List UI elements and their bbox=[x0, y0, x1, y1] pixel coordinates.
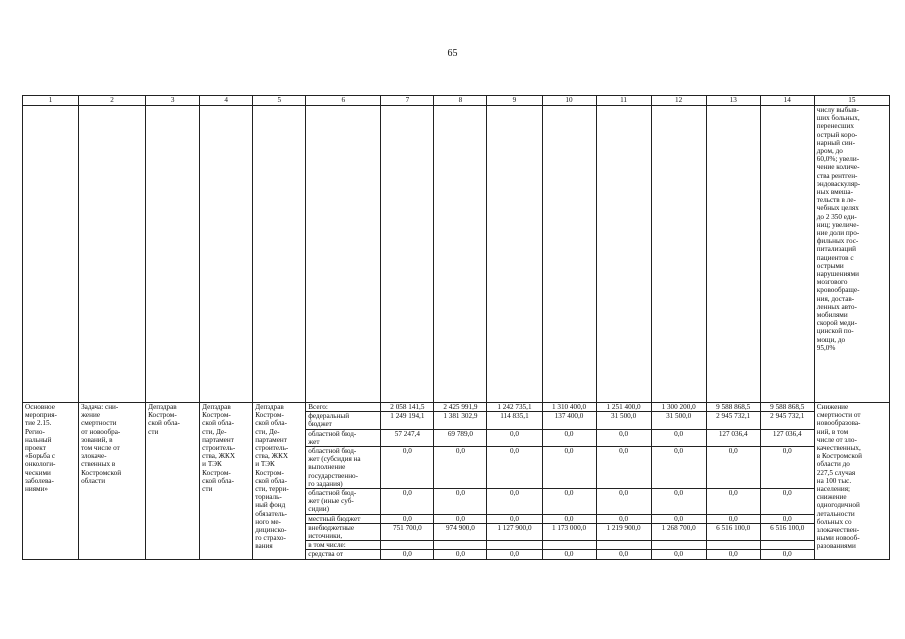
funding-value: 0,0 bbox=[434, 489, 487, 515]
funding-source-label: Всего: bbox=[306, 403, 381, 412]
funding-value: 0,0 bbox=[381, 447, 434, 489]
funding-value: 1 251 400,0 bbox=[596, 403, 651, 412]
header-cell: 6 bbox=[306, 96, 381, 106]
funding-source-label: местный бюджет bbox=[306, 514, 381, 523]
funding-value bbox=[381, 541, 434, 550]
funding-value: 0,0 bbox=[706, 514, 760, 523]
funding-value: 1 127 900,0 bbox=[487, 523, 542, 540]
funding-value: 0,0 bbox=[760, 550, 814, 559]
funding-value: 0,0 bbox=[651, 447, 706, 489]
funding-value bbox=[706, 541, 760, 550]
funding-value: 69 789,0 bbox=[434, 429, 487, 446]
funding-source-label: областной бюд- жет (иные суб- сидии) bbox=[306, 489, 381, 515]
header-cell: 8 bbox=[434, 96, 487, 106]
funding-value: 0,0 bbox=[651, 514, 706, 523]
funding-value: 1 300 200,0 bbox=[651, 403, 706, 412]
funding-value: 0,0 bbox=[542, 514, 596, 523]
funding-value: 0,0 bbox=[651, 550, 706, 559]
funding-value bbox=[542, 541, 596, 550]
funding-source-label: средства от bbox=[306, 550, 381, 559]
funding-value: 0,0 bbox=[381, 550, 434, 559]
funding-value: 0,0 bbox=[487, 550, 542, 559]
measure-task: Задача: сни- жение смертности от новообра- зований, в том числе от злокаче- ственных в Костромской области bbox=[79, 403, 146, 560]
funding-value: 1 310 400,0 bbox=[542, 403, 596, 412]
funding-value: 1 268 700,0 bbox=[651, 523, 706, 540]
funding-value: 0,0 bbox=[706, 447, 760, 489]
header-cell: 12 bbox=[651, 96, 706, 106]
funding-value: 0,0 bbox=[542, 489, 596, 515]
funding-value: 2 425 991,9 bbox=[434, 403, 487, 412]
measure-executors: Депздрав Костром- ской обла- сти, Де- партамент строитель- ства, ЖКХ и ТЭК Костром- ской обла- сти bbox=[200, 403, 253, 560]
funding-value: 2 058 141,5 bbox=[381, 403, 434, 412]
funding-value: 0,0 bbox=[596, 550, 651, 559]
funding-value bbox=[651, 541, 706, 550]
funding-value: 127 036,4 bbox=[706, 429, 760, 446]
funding-value: 0,0 bbox=[381, 514, 434, 523]
funding-value: 0,0 bbox=[760, 489, 814, 515]
funding-value: 6 516 100,0 bbox=[760, 523, 814, 540]
funding-value bbox=[487, 541, 542, 550]
funding-value: 974 900,0 bbox=[434, 523, 487, 540]
funding-source-label: внебюджетные источники, bbox=[306, 523, 381, 540]
funding-value: 0,0 bbox=[434, 514, 487, 523]
funding-value: 114 835,1 bbox=[487, 412, 542, 429]
funding-value: 0,0 bbox=[706, 550, 760, 559]
funding-value: 0,0 bbox=[596, 489, 651, 515]
funding-value bbox=[760, 541, 814, 550]
funding-value: 31 500,0 bbox=[651, 412, 706, 429]
funding-value: 0,0 bbox=[542, 550, 596, 559]
funding-value: 1 219 900,0 bbox=[596, 523, 651, 540]
header-cell: 10 bbox=[542, 96, 596, 106]
funding-value: 0,0 bbox=[706, 489, 760, 515]
column-number-row bbox=[23, 96, 890, 106]
funding-value: 0,0 bbox=[487, 514, 542, 523]
measure-participants: Депздрав Костром- ской обла- сти, Де- партамент строитель- ства, ЖКХ и ТЭК Костром- ской обла- сти, терри- ториаль- ный фонд обязатель- ного ме- дицинско- го страхо- вания bbox=[253, 403, 306, 560]
funding-value: 2 945 732,1 bbox=[706, 412, 760, 429]
funding-value: 0,0 bbox=[381, 489, 434, 515]
header-cell: 1 bbox=[23, 96, 79, 106]
funding-value: 0,0 bbox=[542, 447, 596, 489]
funding-value bbox=[596, 541, 651, 550]
header-cell: 11 bbox=[596, 96, 651, 106]
funding-value: 0,0 bbox=[651, 429, 706, 446]
funding-value: 1 381 302,9 bbox=[434, 412, 487, 429]
funding-value: 0,0 bbox=[760, 514, 814, 523]
funding-value: 0,0 bbox=[760, 447, 814, 489]
funding-source-label: областной бюд- жет bbox=[306, 429, 381, 446]
funding-value: 0,0 bbox=[651, 489, 706, 515]
page-number: 65 bbox=[447, 48, 458, 59]
funding-source-label: областной бюд- жет (субсидия на выполнение государственно- го задания) bbox=[306, 447, 381, 489]
funding-value: 0,0 bbox=[487, 489, 542, 515]
funding-value: 2 945 732,1 bbox=[760, 412, 814, 429]
continuation-row bbox=[23, 106, 890, 403]
funding-value: 57 247,4 bbox=[381, 429, 434, 446]
funding-value: 0,0 bbox=[542, 429, 596, 446]
funding-value: 1 242 735,1 bbox=[487, 403, 542, 412]
funding-value: 0,0 bbox=[434, 447, 487, 489]
funding-value: 127 036,4 bbox=[760, 429, 814, 446]
header-cell: 15 bbox=[814, 96, 889, 106]
header-cell: 4 bbox=[200, 96, 253, 106]
funding-source-label: в том числе: bbox=[306, 541, 381, 550]
header-cell: 5 bbox=[253, 96, 306, 106]
funding-value: 9 588 868,5 bbox=[760, 403, 814, 412]
measure-title: Основное мероприя- тие 2.15. Регио- нальный проект «Борьба с онкологи- ческими заболева- ниями» bbox=[23, 403, 79, 560]
funding-source-label: федеральный бюджет bbox=[306, 412, 381, 429]
funding-value: 31 500,0 bbox=[596, 412, 651, 429]
funding-value: 9 588 868,5 bbox=[706, 403, 760, 412]
funding-value: 0,0 bbox=[596, 514, 651, 523]
measure-expected-result: Снижение смертности от новообразова- ний, в том числе от зло- качественных, в Костромской области до 227,5 случая на 100 тыс. населения; снижение одногодичной летальности больных со злокачествен- ными новооб- разованиями bbox=[814, 403, 889, 560]
funding-value: 1 249 194,1 bbox=[381, 412, 434, 429]
funding-value: 0,0 bbox=[487, 447, 542, 489]
header-cell: 7 bbox=[381, 96, 434, 106]
funding-value: 0,0 bbox=[596, 447, 651, 489]
funding-value: 0,0 bbox=[434, 550, 487, 559]
measure-coordinator: Депздрав Костром- ской обла- сти bbox=[146, 403, 200, 560]
funding-value: 751 700,0 bbox=[381, 523, 434, 540]
funding-row-total bbox=[23, 403, 890, 412]
funding-value: 6 516 100,0 bbox=[706, 523, 760, 540]
continuation-result-text: числу выбыв- ших больных, перенесших острый коро- нарный син- дром, до 60,0%; увели- чение количе- ства рентген- эндоваскуляр- ных вмеша- тельств в ле- чебных целях до 2 350 еди- ниц; увеличе- ние доли про- фильных гос- питализаций пациентов с острыми нарушениями мозгового кровообраще- ния, достав- ленных авто- мобилями скорой меди- цинской по- мощи, до 95,0% bbox=[814, 106, 889, 403]
funding-value bbox=[434, 541, 487, 550]
header-cell: 13 bbox=[706, 96, 760, 106]
funding-value: 137 400,0 bbox=[542, 412, 596, 429]
budget-table bbox=[22, 95, 890, 560]
header-cell: 9 bbox=[487, 96, 542, 106]
header-cell: 14 bbox=[760, 96, 814, 106]
funding-value: 1 173 000,0 bbox=[542, 523, 596, 540]
header-cell: 3 bbox=[146, 96, 200, 106]
funding-value: 0,0 bbox=[487, 429, 542, 446]
header-cell: 2 bbox=[79, 96, 146, 106]
funding-value: 0,0 bbox=[596, 429, 651, 446]
